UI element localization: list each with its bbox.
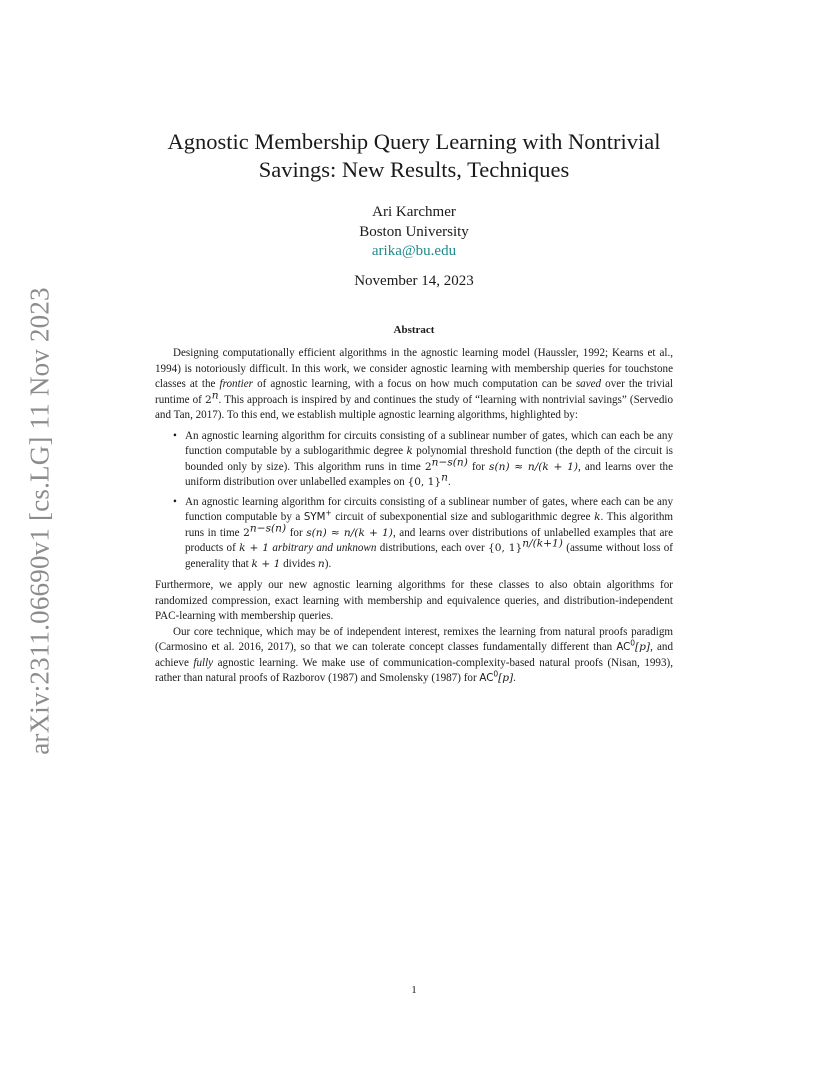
results-list xyxy=(155,429,673,573)
bullet-dot: • xyxy=(173,495,177,508)
math-ac-class: $AC^0$ xyxy=(479,669,499,684)
author-email-link[interactable]: arika@bu.edu xyxy=(371,243,457,259)
arxiv-identifier-text: arXiv:2311.06690v1 [cs.LG] 11 Nov 2023 xyxy=(24,287,55,755)
math-cube: {0, 1}$^n$ xyxy=(407,471,448,488)
abstract-paragraph-2: Furthermore, we apply our new agnostic learning algorithms for these classes to also obtain algorithms for randomized compression, exact learning with membership and equivalence queries, and distribution-independent PAC-learning with membership queries. xyxy=(155,579,673,622)
abstract-body xyxy=(155,346,673,687)
paper-date: November 14, 2023 xyxy=(354,273,474,289)
author-block xyxy=(214,203,614,262)
math-ac-class: $AC^0$ xyxy=(616,638,635,653)
math-sym-class: SYM+ xyxy=(303,508,332,523)
list-item: • An agnostic learning algorithm for circuits consisting of a sublinear number of gates, where each can be any function computable by a SYM+ circuit of subexponential size and sublogarithmic degree k. This algorithm runs in time $2^{n-s(n)}$ for s(n) ≈ n/(k + 1), and learns over distributions of unlabelled examples that are products of k + 1 arbitrary and unknown distributions, each over {0, 1}$^{n/(k+1)}$ (assume without loss of generality that k + 1 divides n). xyxy=(173,495,673,570)
abstract-paragraph-1: Designing computationally efficient algorithms in the agnostic learning model (Haussler, 1992; Kearns et al., 1994) is notoriously difficult. In this work, we consider agnostic learning with membership queries for touchstone classes at the frontier of agnostic learning, with a focus on how much computation can be saved over the trivial runtime of 2$^n$. This approach is inspired by and continues the study of “learning with nontrivial savings” (Servedio and Tan, 2017). To this end, we establish multiple agnostic learning algorithms, highlighted by: xyxy=(155,347,674,421)
math-bound: s(n) ≈ n/(k + 1) xyxy=(306,526,393,539)
bullet-dot: • xyxy=(173,429,177,442)
math-runtime: 2$^n$ xyxy=(204,388,219,406)
list-item: • An agnostic learning algorithm for circuits consisting of a sublinear number of gates, which can each be any function computable by a sublogarithmic degree k polynomial threshold function (the depth of the circuit is bounded only by size). This algorithm runs in time $2^{n-s(n)}$ for s(n) ≈ n/(k + 1), and learns over the uniform distribution over unlabelled examples on {0, 1}$^n$. xyxy=(173,429,673,488)
author-name: Ari Karchmer xyxy=(372,204,456,220)
abstract-paragraph-3: Our core technique, which may be of independent interest, remixes the learning from natural proofs paradigm (Carmosino et al. 2016, 2017), so that we can tolerate concept classes fundamentally different than $AC^0[p]$, and achieve fully agnostic learning. We make use of communication-complexity-based natural proofs (Nisan, 1993), rather than natural proofs of Razborov (1987) and Smolensky (1987) for $AC^0[p]$. xyxy=(155,625,673,684)
math-time: $2^{n-s(n)}$ xyxy=(424,455,468,473)
abstract-heading: Abstract xyxy=(393,324,435,336)
page-number: 1 xyxy=(411,984,417,996)
math-time: $2^{n-s(n)}$ xyxy=(243,521,287,539)
emphasis-frontier: frontier xyxy=(219,378,254,390)
paper-title: Agnostic Membership Query Learning with Nontrivial Savings: New Results, Techniques xyxy=(167,129,661,182)
arxiv-identifier-stamp xyxy=(22,282,58,760)
emphasis-fully: fully xyxy=(193,656,214,669)
emphasis-arbitrary-unknown: arbitrary and unknown xyxy=(272,542,377,554)
author-affiliation: Boston University xyxy=(359,223,469,240)
emphasis-saved: saved xyxy=(575,378,602,390)
math-bound: s(n) ≈ n/(k + 1) xyxy=(489,460,578,473)
math-cube: {0, 1}$^{n/(k+1)}$ xyxy=(487,537,563,554)
